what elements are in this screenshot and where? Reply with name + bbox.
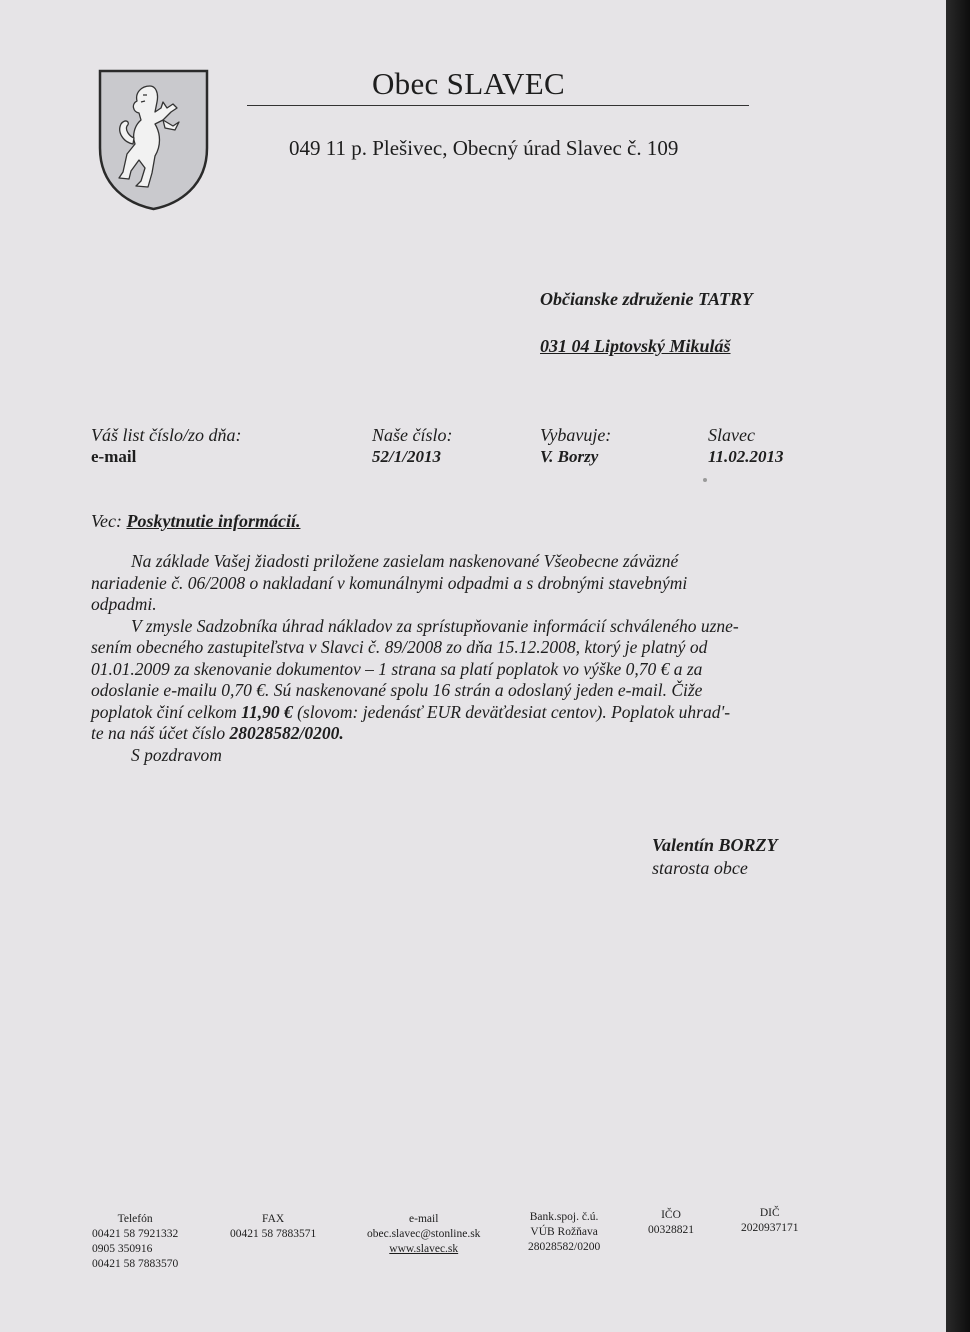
bank-label: Bank.spoj. č.ú. bbox=[529, 1211, 599, 1223]
footer-ico bbox=[648, 1208, 694, 1238]
sender-address: 049 11 p. Plešivec, Obecný úrad Slavec č. 109 bbox=[289, 136, 679, 160]
body-line: V zmysle Sadzobníka úhrad nákladov za sprístupňovanie informácií schváleného uzne- bbox=[131, 615, 739, 636]
footer-phone bbox=[92, 1212, 178, 1272]
body-line: 01.01.2009 za skenovanie dokumentov – 1 strana sa platí poplatok vo výške 0,70 € a za bbox=[91, 658, 703, 679]
account-number: 28028582/0200. bbox=[229, 723, 344, 743]
scan-edge bbox=[946, 0, 970, 1332]
body-line bbox=[91, 702, 791, 724]
our-number-label: Naše číslo: bbox=[372, 425, 453, 445]
subject-label: Vec: bbox=[91, 511, 122, 531]
phone-label: Telefón bbox=[117, 1213, 153, 1225]
bank-name: VÚB Rožňava bbox=[530, 1226, 598, 1238]
our-number-value: 52/1/2013 bbox=[372, 447, 441, 466]
footer-bank bbox=[528, 1210, 600, 1255]
letter-date: 11.02.2013 bbox=[708, 447, 784, 466]
your-letter-label: Váš list číslo/zo dňa: bbox=[91, 425, 242, 445]
footer-dic bbox=[741, 1206, 799, 1236]
fee-amount: 11,90 € bbox=[241, 701, 293, 722]
footer-email bbox=[367, 1212, 480, 1257]
body-text-fragment: (slovom: jedenásť EUR deväťdesiat centov). Poplatok uhrad'- bbox=[292, 701, 731, 722]
body-line: odoslanie e-mailu 0,70 €. Sú naskenované spolu 16 strán a odoslaný jeden e-mail. Čiže bbox=[91, 680, 703, 700]
recipient-name: Občianske združenie TATRY bbox=[540, 289, 753, 309]
email-address: obec.slavec@stonline.sk bbox=[367, 1228, 481, 1240]
recipient-address: 031 04 Liptovský Mikuláš bbox=[540, 336, 731, 356]
letter-body bbox=[91, 551, 791, 766]
body-text-fragment: te na náš účet číslo bbox=[91, 723, 230, 743]
closing: S pozdravom bbox=[131, 744, 222, 765]
email-label: e-mail bbox=[409, 1213, 439, 1225]
phone-number: 00421 58 7921332 bbox=[92, 1228, 179, 1240]
handled-by-label: Vybavuje: bbox=[540, 425, 612, 445]
dic-value: 2020937171 bbox=[741, 1222, 799, 1234]
footer-fax bbox=[230, 1212, 316, 1242]
page-title: Obec SLAVEC bbox=[372, 66, 566, 101]
website-link: www.slavec.sk bbox=[389, 1243, 459, 1255]
handled-by-value: V. Borzy bbox=[540, 447, 599, 466]
place-label: Slavec bbox=[708, 425, 755, 445]
body-text-fragment: poplatok činí celkom bbox=[91, 701, 242, 722]
paper-speck bbox=[703, 478, 707, 482]
fax-label: FAX bbox=[262, 1213, 285, 1225]
dic-label: DIČ bbox=[759, 1207, 780, 1219]
signatory-role: starosta obce bbox=[652, 858, 748, 878]
body-line: odpadmi. bbox=[91, 594, 157, 614]
phone-number: 0905 350916 bbox=[92, 1243, 153, 1255]
body-line: Na základe Vašej žiadosti priložene zasielam naskenované Všeobecne záväzné bbox=[131, 551, 679, 571]
subject-line bbox=[91, 511, 301, 532]
ico-value: 00328821 bbox=[648, 1224, 694, 1236]
coat-of-arms-icon bbox=[97, 68, 210, 212]
body-line: nariadenie č. 06/2008 o nakladaní v komunálnymi odpadmi a s drobnými stavebnými bbox=[91, 572, 688, 593]
bank-account: 28028582/0200 bbox=[528, 1241, 601, 1253]
ico-label: IČO bbox=[661, 1209, 681, 1221]
your-letter-value: e-mail bbox=[91, 447, 137, 466]
signatory-name: Valentín BORZY bbox=[652, 835, 778, 855]
body-line: sením obecného zastupiteľstva v Slavci č. 89/2008 zo dňa 15.12.2008, ktorý je platný od bbox=[91, 637, 708, 657]
body-line bbox=[91, 723, 791, 745]
fax-number: 00421 58 7883571 bbox=[230, 1228, 317, 1240]
header-divider bbox=[247, 105, 749, 106]
subject-value: Poskytnutie informácií. bbox=[126, 511, 301, 531]
phone-number: 00421 58 7883570 bbox=[92, 1258, 179, 1270]
